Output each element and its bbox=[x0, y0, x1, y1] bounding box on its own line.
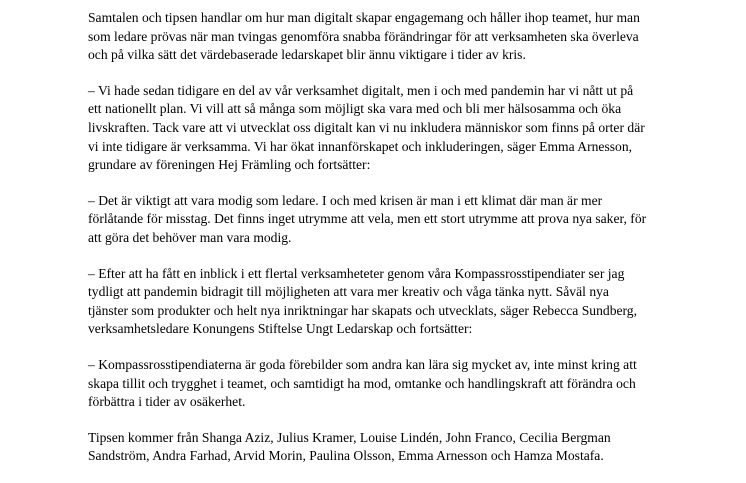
paragraph-quote-rebecca bbox=[88, 265, 678, 339]
paragraph-quote-emma bbox=[88, 82, 678, 175]
text-line: förbättra i tider av osäkerhet. bbox=[88, 394, 246, 410]
text-line: – Kompassrosstipendiaterna är goda förebilder som andra kan lära sig mycket av, inte minst kring att bbox=[88, 356, 637, 372]
text-line: grundare av föreningen Hej Främling och fortsätter: bbox=[88, 157, 371, 173]
text-line: och på vilka sätt det värdebaserade ledarskapet blir ännu viktigare i tider av kris. bbox=[88, 47, 526, 63]
paragraph-quote-role-models bbox=[88, 356, 678, 412]
text-line: tjänster som produkter och helt nya inriktningar har skapats och utvecklats, säger Rebecca Sundberg, bbox=[88, 302, 638, 318]
document-page bbox=[88, 9, 678, 483]
text-line: skapa tillit och trygghet i teamet, och samtidigt ha mod, omtanke och handlingskraft att förändra och bbox=[88, 375, 636, 391]
paragraph-intro bbox=[88, 9, 678, 65]
text-line: – Vi hade sedan tidigare en del av vår verksamhet digitalt, men i och med pandemin har vi nått ut på bbox=[88, 82, 634, 98]
paragraph-tip-sources bbox=[88, 429, 678, 466]
text-line: som ledare prövas när man tvingas genomföra snabba förändringar för att verksamheten ska överleva bbox=[88, 28, 639, 44]
text-line: – Det är viktigt att vara modig som ledare. I och med krisen är man i ett klimat där man är mer bbox=[88, 192, 603, 208]
text-line: Tipsen kommer från Shanga Aziz, Julius Kramer, Louise Lindén, John Franco, Cecilia Bergman bbox=[88, 429, 611, 445]
text-line: tydligt att pandemin bidragit till möjligheten att vara mer kreativ och våga tänka nytt. Såväl nya bbox=[88, 284, 609, 300]
text-line: att göra det behöver man vara modig. bbox=[88, 229, 292, 245]
text-line: förlåtande för misstag. Det finns inget utrymme att vela, men ett stort utrymme att prova nya saker, för bbox=[88, 211, 647, 227]
text-line: ett nationellt plan. Vi vill att så många som möjligt ska vara med och bli mer hälsosamma och öka bbox=[88, 101, 622, 117]
paragraph-quote-courage bbox=[88, 192, 678, 248]
text-line: Samtalen och tipsen handlar om hur man digitalt skapar engagemang och håller ihop teamet, hur man bbox=[88, 10, 640, 25]
text-line: – Efter att ha fått en inblick i ett flertal verksamheteter genom våra Kompassrosstipendiater ser jag bbox=[88, 265, 625, 281]
text-line: vi inte tidigare är verksamma. Vi har ökat innanförskapet och inkluderingen, säger Emma Arnesson, bbox=[88, 138, 633, 154]
text-line: Sandström, Andra Farhad, Arvid Morin, Paulina Olsson, Emma Arnesson och Hamza Mostafa. bbox=[88, 448, 604, 464]
text-line: verksamhetsledare Konungens Stiftelse Ungt Ledarskap och fortsätter: bbox=[88, 321, 473, 337]
text-line: livskraften. Tack vare att vi utvecklat oss digitalt kan vi nu inkludera människor som finns på orter där bbox=[88, 119, 645, 135]
